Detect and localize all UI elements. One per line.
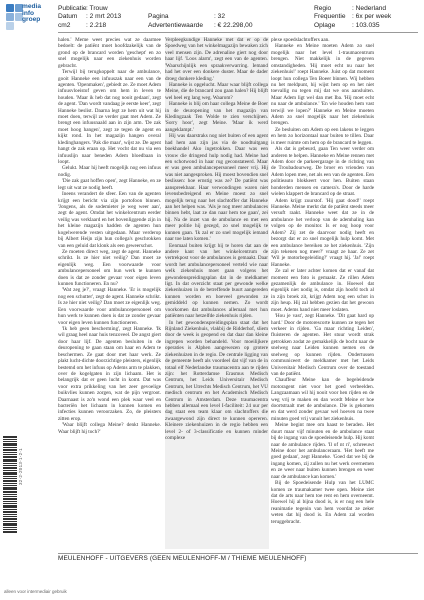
- article-paragraph: Hanneke is blij om haar collega Meine de Boer in de deuropening van het magazijn van Kledingzaak Ten Wolde te zien verschijnen. 'Sorry hoor', zegt Meine. 'Maar ik werd aangeklampt.': [165, 101, 268, 133]
- barcode-bar: [3, 470, 17, 471]
- advertentie-value: : € 22.298,00: [214, 21, 253, 29]
- meta-block-publication: [58, 5, 138, 30]
- barcode-bar: [3, 436, 17, 438]
- article-paragraph: 'Die zak gaat hoffen open', zegt Hanneke, en ze legt uit wat ze nodig heeft.: [58, 178, 161, 191]
- barcode-bar: [3, 496, 17, 497]
- barcode-bar: [3, 465, 17, 466]
- barcode-bar: [3, 476, 17, 477]
- article-paragraph: Chauffeur Meine kan de begeleidende motoragent niet voor het goed verbeelden. Langzaamaan wil hij nooit voor hen rijden en de weg vrij te maken en dan wordt Meine er hoe doortstraalt met de ambulance. Die is gekomen en dat werd zonder gevaar wel hoeven na twee minuten goed vrij vanuit het ziekenhuis.: [271, 377, 374, 422]
- article-column-3: [271, 37, 374, 549]
- article-paragraph: In het gewondenspreidingsplan staat dat het Rijnland Ziekenhuis, vlakbij de Ridderhof, sliem door de week is geopend en dat daar dan kleine ingrepen worden behandeld. Voor moeilijkere operaties is Alphen aangewezen op grotere ziekenhuizen in de regio. De centrale ligging van de gemeente heeft als voordeel dat vijf van de in totaal elf Nederlandse traumacentra aan te rijden zijn: het Rotterdamse Erasmus Medisch Centrum, het Leids Universitair Medisch Centrum, het Utrechts Medisch Centrum, het VU medisch centrum en het Academisch Medisch Centrum in Amsterdam. Deze traumacentra hebben allemaal een level I-faciliteit: 24 uur per dag staat een team klaar om slachtoffers die zwaargewond zijn direct te kunnen opereren. Kleinere ziekenhuizen in de regio hebben een level 2- of 3-classificatie en kunnen minder complexe: [165, 319, 268, 442]
- regio-value: : Nederland: [352, 5, 387, 12]
- article-paragraph: Hanneke en Meine moeten Adem zo snel mogelijk naar het level 1-traumacentrum brengen. Niet makkelijk in de gegeven omstandigheden. 'Hij moet echt nu naar het ziekenhuis!' roept Hanneke. Juist op dat moment loopt hun collega Ten Boeer binnen. Wij hebben nu het meldpunt, hij wijst hem op en het niet toevallig nu tegen mij dat we ons aansluiten. Maar Adem ligt wel dan met Iba. 'Hij moet echt nu naar de ambulance.' 'En wie houden hem vast terwijl we lopen?' Hanneke en Meine moeten Adem zo snel mogelijk naar het ziekenhuis brengen.: [271, 43, 374, 127]
- article-column-2: [165, 37, 268, 549]
- regio-label: Regio: [314, 5, 332, 12]
- barcode-bar: [3, 485, 17, 486]
- meta-block-region: [314, 5, 420, 30]
- barcode-bar: [3, 523, 17, 526]
- meta-block-page: [148, 5, 274, 30]
- barcode-bar: [3, 449, 17, 451]
- barcode-bar: [3, 511, 17, 513]
- article-paragraph: Ze moeten direct weg, zegt de agent. Hanneke schrikt. Is ze hier niet veilig? Dan moet ze eigenlijk weg. Een voorwaarde voor ambulancepersoneel om hun werk te kunnen doen is dat ze zonder gevaar voor eigen leven kunnen functioneren. En nu?: [58, 248, 161, 288]
- barcode-bar: [3, 529, 17, 530]
- barcode-bar: [3, 447, 17, 448]
- barcode-bar: [3, 521, 17, 522]
- article-paragraph: plexe spoedslachtoffers aan.: [271, 37, 330, 43]
- barcode-bar: [3, 472, 17, 475]
- barcode-bar: [3, 441, 17, 442]
- datum-value: : 2 mrt 2013: [86, 13, 122, 21]
- article-paragraph: Verpleegkundige Hanneke met dat er op de Spoedweg van het winkelmagazijn bewaken zich veel mensen zijn. De adrenaline giert nog door haar lijf. 'Loos alarm', zegt een van de agenten. 'Waarschijnlijk een spraakverwarring. Iemand had het over een donkere duster. Maar de dader droeg donkere kleding.': [165, 37, 268, 82]
- datum-label: Datum: [58, 13, 78, 21]
- cm2-label: cm2: [58, 21, 71, 29]
- barcode-bar: [3, 478, 17, 479]
- barcode-bar: [3, 463, 17, 464]
- article-paragraph: 'Wat zeg je?', vraagt Hanneke. 'Er is mogelijk nog een schutter', zegt de agent. Hanneke schrikt. Is ze hier niet veilig? Dan moet ze eigenlijk weg. Een voorwaarde voor ambulancepersoneel om hun werk te kunnen doen is dat ze zonder gevaar voor eigen leven kunnen functioneren.: [58, 287, 161, 326]
- header-divider: [58, 32, 418, 33]
- article-paragraph: Hanneke is opgelucht. Maar waar blijft collega Meine, die de brancard zou gaan halen? Hij blijft wel heel erg lang weg. Waarom?: [165, 81, 268, 101]
- barcode-bar: [3, 491, 17, 493]
- article-paragraph: Bij de Spoedeisende Hulp van het LUMC komen ze traumakamer twee open. Meine ziet dat de arts naar hem toe rent en hem overneemt. Hoewel hij al bijna dood is, is er nog een hele reanimatie tegenin van hem voordat ze zeker weten dat hij dood is. En Adem zal worden teruggebracht.: [271, 480, 374, 525]
- logo-wordmark: [22, 4, 41, 24]
- article-paragraph: Ze besluiten om Adem op een lakens te leggen en hem zo horizontaal naar buiten te tillen. Daar is meer ruimte om hem op de brancard te leggen.: [271, 126, 374, 146]
- article-paragraph: halen.' Meme weet precies wat ze daarmee bedoelt: de patiënt moet hoofdzakelijk van de grond op de brancard worden 'geschept' en zo snel mogelijk naar een ziekenhuis worden gebracht.: [58, 37, 161, 69]
- barcode-image: [3, 436, 17, 564]
- logo-line-2: info: [22, 9, 35, 17]
- article-paragraph: 'Hou je vast', zegt Hanneke. 'Dit gaat hard op hard.' Door de motorescorte kunnen ze tegen het verkeer in rijden. 'Ga maar richting Leiden', fluisteren de agenten. Het stuur wordt strak getrokken zodat ze gemakkelijk de bocht naar de snelweg naar Leiden kunnen nemen en de snelweg op kunnen rijden. Ondertussen communiceert de meldkamer met het Leids Universitair Medisch Centrum over de toestand van de patiënt.: [271, 313, 374, 377]
- barcode-bar: [3, 531, 17, 533]
- pagina-label: Pagina: [148, 13, 169, 21]
- frequentie-label: Frequentie: [314, 13, 346, 21]
- barcode-bar: [3, 503, 17, 504]
- cm2-value: : 2.218: [86, 21, 107, 29]
- barcode-bar: [3, 439, 17, 440]
- article-paragraph: Meine begint mee om haast te beraden. Het duurt maar vijf minuten en de ambulance staat bij de ingang van de spoedeisende hulp. Hij komt naar de ambulance rijden. 'Il of nt ri', schreeuwt Meine door het ambulanceraam. 'Het heeft me goed gedaan', zegt Hanneke. 'Goed dat we bij de ingang komen, zij zullen nu het werk overnemen en ze weer naar buiten kunnen brengen en weer naar de ambulance kan komen.': [271, 422, 374, 480]
- oplage-label: Oplage: [314, 21, 336, 29]
- barcode-bar: [3, 494, 17, 495]
- article-paragraph: 'Waar blijft collega Meine? denkt Hanneke. Waar blijft hij toch?': [58, 422, 161, 435]
- logo-line-1: media: [22, 3, 42, 10]
- barcode-bar: [3, 454, 17, 455]
- article-paragraph: Hij was daarstraks nog niet buiten of een agent had hem aan zijn jas via de noodtuitgang boekhandel Ako ingetrokken. Daar was een vrouw die dringend hulp nodig had. Meine had een schotwond in haar rug geconstateerd. Maar er was geen ambulancepersoneel meer vrij. Hij was niet aangesproken. Hij moest bovendien snel beslissen: hoe ernstig was ze? De patiënt was aanspreekbaar. Haar verwondingen waren niet levensbedreigend en Meine moest zo snel mogelijk terug naar het slachtoffer dat Hanneke aan het helpen was. 'Als je nog meer ambulances binnen hebt, laat ze dan naar hem toe gaan', zei hij. Na de inzet van de ambulance en met een meer politie hij gezegd, zo snel mogelijk te kunnen gaan. 'Ik zal er zo snel mogelijk iemand naar toe laten komen.': [165, 133, 268, 243]
- barcode-bar: [3, 527, 17, 528]
- copyright-note: alleen voor intermediair gebruik: [4, 589, 67, 594]
- advertentie-label: Advertentiewaarde: [148, 21, 203, 29]
- article-paragraph: Ineens verandert de sfeer. Een van de agenten krijgt een bericht via zijn portofoon binnen. 'Jongens, als de sodemieter je weg weer aan', zegt de agent. Omdat het winkelcentrum eerder veilig was verklaard en het bovenliggende zijn in het kleine magazijn hadden de agenten hun kogelwerende vesten uitgedaan. Maar verderop bij Albert Heijn zijn hun collega's geschrokken van een geluid dat klonk als een geweerschot.: [58, 191, 161, 249]
- barcode-bar: [3, 487, 17, 490]
- oplage-value: : 103.035: [352, 21, 380, 29]
- barcode-bar: [3, 509, 17, 510]
- article-paragraph: Adem krijgt zuurstof. 'Hij gaat dood!' roept Hanneke. Meine merkt dat de patiënt steeds meer versuft raakt. Hanneke weet dat ze in de ambulance het verloop van de ademhaling kan volgen op de monitor. Is er nog hoop voor Adem? Zij zet de daarvoor nodig heeft en bezorgt dat er zo snel mogelijk hulp komt. Met een ambulance bereiken ze het ziekenhuis. 'Zijn zijn tekenen nog meer?' vraagt ze haar. Ze zet 'Wil je motorbegeleiding?' vraagt hij. 'Ja!' roept Hanneke.: [271, 197, 374, 268]
- article-paragraph: Als dat is gebeurd, gaan Ten weer verder om anderen te helpen. Hanneke en Meine rennen met Adem door de parkeergarage in de richting van de Troubadourweg. De broer en vrienden van Adem lopen mee, net als een van de agenten. Een politieauto blokkeert voor hen. Buiten staan honderden mensen en camera's. Door de harde wielen klappert de brancard op de straat.: [271, 146, 374, 198]
- barcode-bar: [3, 483, 17, 484]
- article-paragraph: Ze zal er later achter komen dat er vanaf dat moment een foto is gemaakt. Ze rillen Adem gezamenlijk de ambulance in. Hoewel dat eigenlijk niet nodig is, omdat zijn hoofd toch al in zijn broek zit, krijgt Adem nog een schot in zijn heup. Hij zal hebben gezien dat het gewoon moet. Adems hand niet meer loslaten.: [271, 268, 374, 313]
- barcode-bar: [3, 467, 17, 469]
- pagina-value: : 32: [214, 13, 225, 21]
- publicatie-label: Publicatie: [58, 5, 87, 12]
- barcode-bar: [3, 501, 17, 502]
- publisher-footer: MEULENHOFF - UITGEVERS (GEEN MEULENHOFF-M / THIEME MEULENHOFF): [58, 555, 307, 562]
- barcode-bar: [3, 456, 17, 458]
- article-paragraph: Terwijl bij terugkoppelt naar de ambulance, gooit Hanneke een infuuszak naar een van de agenten. 'Openmaken', gebiedt ze. Ze moet Adem infuusvloeistof geven om hem in leven te houden. 'Maar ik heb dat nog nooit gedaan', zegt de agent. 'Dan wordt vandaag je eerste keer', zegt Hanneke beslist. Daarna legt ze hem uit wat hij moet doen, terwijl ze verder gaat met Adem. Ze brengt een infuusnaald aan in zijn arm. 'De zak moet hoog hangen', zegt ze tegen de agent en kijkt rond. In het magazijn hangen overal kledinghangers. 'Pak die maar', wijst ze. De agent hangt de zak eraan op. Het vocht dat nu via een infuuslijn naar beneden Adem bloedbaan in loopt.: [58, 69, 161, 166]
- barcode-bar: [3, 518, 17, 520]
- barcode-bar: [3, 498, 17, 500]
- barcode-bar: [3, 459, 17, 462]
- article-paragraph: Eenmaal buiten krijgt hij te horen dat aan de andere kant van het winkelcentrum de vertrekpost voor de ambulances is gemaakt. Daar wordt het ambulancepersoneel verteld wie naar welk ziekenhuis moet gaan volgens het gewondenspreidingsplan dat in de meldkamer ligt. In dat overzicht staat per gewonde welke ziekenhuizen in de betreffende buurt aangereden kunnen worden en hoeveel gewonden ze gemiddeld op kunnen nemen. Zo wordt voorkomen dat ambulances allemaal met hun patiënten naar hetzelfde ziekenhuis rijden.: [165, 242, 268, 320]
- footer-divider: [58, 553, 418, 554]
- publicatie-value: : Trouw: [86, 5, 108, 12]
- barcode-bar: [3, 516, 17, 517]
- barcode-bar: [3, 480, 17, 482]
- barcode-bar: [3, 505, 17, 508]
- barcode-bar: [3, 452, 17, 453]
- article-column-1: [58, 37, 161, 549]
- barcode-bar: [3, 443, 17, 446]
- barcode-number: 32-2-2013-1-2-1: [18, 448, 23, 486]
- frequentie-value: : 6x per week: [352, 13, 392, 21]
- barcode-bar: [3, 514, 17, 515]
- article-paragraph: 'Ik heb geen bescherming', zegt Hanneke. 'Ik wil graag heel naar huis tenzoveel. De angst giert door haar lijf. De agenten besluiten in de deuropening te gaan staan om haar en Adem te beschermen. Ze gaat door met haar werk. Ze plakt lucht-dichte doorzichtige pleisters, eigenlijk bestemd om het infuus op Adems arm te plakken, over de kogelgaten in zijn lichaam. Het is belangrijk dat er geen lucht in komt. Dat was voor extra prikkeling van het zeer gevoelige buikvlies kunnen zorgen, wat de pijn vergroot. Daarnaast is zo'n wond een plek waar veel en bacteriën het lichaam in kunnen komen en infecties kunnen veroorzaken. Zo, de pleisters zitten erop.: [58, 325, 161, 422]
- article-paragraph: Gelukt. Maar hij heeft mogelijk nog een infuus nodig.: [58, 165, 161, 178]
- logo-line-3: groep: [22, 16, 41, 23]
